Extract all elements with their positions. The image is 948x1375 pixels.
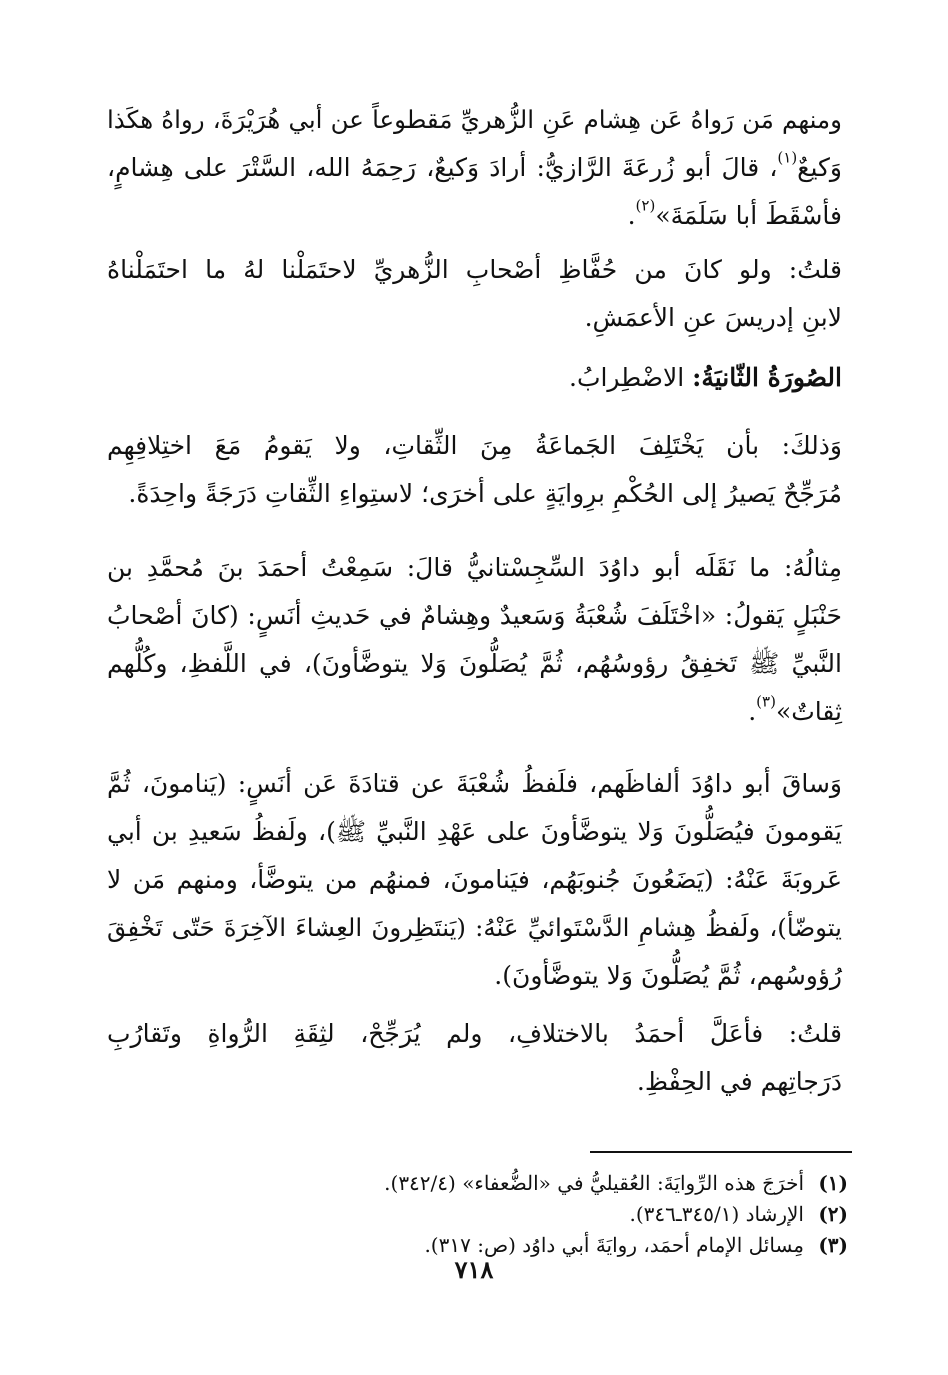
paragraph-4 — [107, 422, 842, 518]
paragraph-5-line-2: حَنْبَلٍ يَقولُ: «اخْتَلَفَ شُعْبَةُ وَسَعيدٌ وهِشامٌ في حَديثِ أنَسٍ: (كانَ أصْحابُ — [107, 601, 842, 630]
paragraph-5-line-1: مِثالُهُ: ما نَقَلَه أبو داوُدَ السِّجِسْتانيُّ قالَ: سَمِعْتُ أحمَدَ بنَ مُحمَّدِ بن — [107, 553, 842, 582]
footnote-number: (١) — [818, 1171, 848, 1195]
paragraph-6-line-5: رُؤوسُهم، ثُمَّ يُصَلُّونَ وَلا يتوضَّأونَ). — [494, 961, 842, 990]
footnote-text: الإرشاد (٣٤٥/١ـ٣٤٦). — [629, 1202, 804, 1226]
paragraph-7-line-2: دَرَجاتِهم في الحِفْظِ. — [636, 1067, 842, 1096]
footnote-text: مِسائل الإمام أحمَد، روايَةَ أبي داوُد (ص: ٣١٧). — [424, 1233, 804, 1257]
paragraph-5-line-3: النَّبيِّ ﷺ تَخفِقُ رؤوسُهُم، ثُمَّ يُصَلُّونَ وَلا يتوضَّأونَ)، في اللَّفظِ، وكُلُّهم — [107, 649, 842, 678]
footnotes — [148, 1168, 848, 1261]
footnote-number: (٣) — [818, 1233, 848, 1257]
paragraph-5-line-4-end: . — [748, 697, 757, 726]
paragraph-6-line-2: يَقومونَ فيُصَلُّونَ وَلا يتوضَّأونَ على عَهْدِ النَّبيِّ ﷺ)، ولَفظُ سَعيدِ بن أبي — [107, 817, 842, 846]
footnote-text: أخرَجَ هذه الرِّوايَةَ: العُقيليُّ في «الضُّعفاء» (٣٤٢/٤). — [384, 1171, 804, 1195]
section-heading-text: الاضْطِرابُ. — [569, 363, 693, 392]
paragraph-5 — [107, 544, 842, 736]
paragraph-1 — [107, 96, 842, 240]
paragraph-5-line-4 — [107, 688, 842, 736]
footnote-ref-2: (٢) — [635, 196, 656, 215]
paragraph-2 — [107, 246, 842, 342]
paragraph-1-line-2-start: وَكيعٌ — [797, 153, 842, 182]
paragraph-1-line-3 — [107, 192, 842, 240]
footnote-number: (٢) — [818, 1202, 848, 1226]
paragraph-2-line-1: قلتُ: ولو كانَ من حُفَّاظِ أصْحابِ الزُّهريِّ لاحتَمَلْنا لهُ ما احتَمَلْناهُ — [107, 255, 842, 284]
section-heading-line — [107, 354, 842, 402]
paragraph-4-line-1: وَذلكَ: بأن يَخْتَلِفَ الجَماعَةُ مِنَ الثِّقاتِ، ولا يَقومُ مَعَ اختِلافِهِم — [107, 431, 842, 460]
paragraph-6 — [107, 760, 842, 1000]
paragraph-6-line-3: عَروبَةَ عَنْهُ: (يَضَعُونَ جُنوبَهُم، فيَنامونَ، فمنهُم من يتوضَّأ، ومنهم مَن لا — [107, 865, 842, 894]
footnote-1 — [148, 1168, 848, 1199]
footnote-2 — [148, 1199, 848, 1230]
paragraph-6-line-4: يتوضّأ)، ولَفظُ هِشامِ الدَّسْتَوائيِّ عَنْهُ: (يَنتَظِرونَ العِشاءَ الآخِرَةَ حَتّى تَخْفِقَ — [107, 913, 842, 942]
paragraph-1-line-3-end: . — [627, 201, 636, 230]
paragraph-2-line-2: لابنِ إدريسَ عنِ الأعمَشِ. — [584, 303, 842, 332]
paragraph-1-line-3-start: فأسْقَطَ أبا سَلَمَةَ» — [655, 201, 842, 230]
section-heading — [107, 354, 842, 402]
footnote-ref-3: (٣) — [756, 692, 776, 711]
paragraph-7 — [107, 1010, 842, 1106]
paragraph-5-line-4-start: ثِقاتٌ» — [775, 697, 842, 726]
section-heading-label: الصُورَةُ الثّانيَةُ: — [692, 363, 842, 392]
paragraph-7-line-1: قلتُ: فأعَلَّ أحمَدُ بالاختلافِ، ولم يُرَجِّحْ، لثِقَةِ الرُّواةِ وتَقارُبِ — [107, 1019, 842, 1048]
footnote-divider — [590, 1151, 852, 1153]
paragraph-1-line-2 — [107, 144, 842, 192]
paragraph-1-line-2-end: ، قالَ أبو زُرعَةَ الرَّازيُّ: أرادَ وَكيعٌ، رَحِمَهُ الله، السَّتْرَ على هِشامٍ، — [107, 153, 778, 182]
paragraph-4-line-2: مُرَجِّحٌ يَصيرُ إلى الحُكْمِ برِوايَةٍ على أخرَى؛ لاستِواءِ الثِّقاتِ دَرَجَةً واحِدَةً. — [128, 479, 842, 508]
paragraph-1-line-1: ومنهم مَن رَواهُ عَن هِشام عَنِ الزُّهريِّ مَقطوعاً عن أبي هُرَيْرَةَ، رواهُ هكَذا — [107, 105, 842, 134]
page-number: ٧١٨ — [454, 1255, 494, 1284]
footnote-ref-1: (١) — [777, 148, 798, 167]
paragraph-6-line-1: وَساقَ أبو داوُدَ ألفاظَهم، فلَفظُ شُعْبَةَ عن قتادَةَ عَن أنَسٍ: (يَنامونَ، ثُمَّ — [107, 769, 842, 798]
